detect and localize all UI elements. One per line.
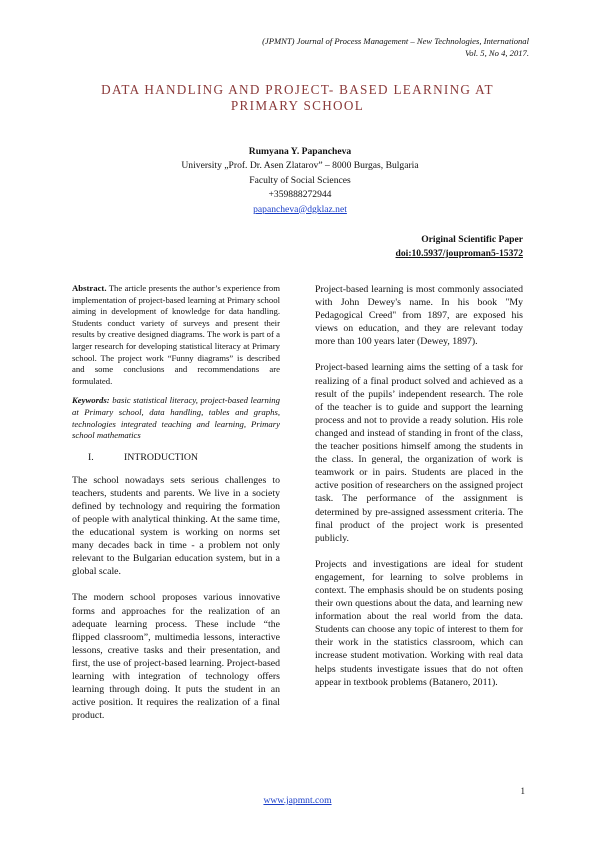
paper-doi[interactable]: doi:10.5937/jouproman5-15372 [395,248,523,260]
paper-type: Original Scientific Paper [421,234,523,245]
keywords-text: basic statistical literacy, project-based learning at Primary school, data handling, tables and graphs, technologies integrated teaching and learning, Primary school mathematics [72,395,280,441]
body-paragraph: The school nowadays sets serious challenges to teachers, students and parents. We live in a society defined by technology and requiring the formation of people with analytical thinking. At the same time, the educational system is working on norms set many decades back in time - a problem not only relevant to the Bulgarian education system, but in a global scale. [72,474,280,578]
keywords [72,395,280,441]
journal-header-line2: Vol. 5, No 4, 2017. [465,47,529,58]
author-email-link[interactable]: papancheva@dgklaz.net [253,203,347,215]
abstract-label: Abstract. [72,283,107,293]
body-paragraph: Project-based learning aims the setting of a task for realizing of a final product solved and achieved as a result of the pupils’ independent research. The role of the teacher is to guide and support the learning process and not to provide a ready solution. His role changed and instead of standing in front of the class, the teacher positions himself among the students in the class. In general, the organization of work is teamwork or in pairs. Students are placed in the active position of researchers on the assigned project task. The performance of the assignment is determined by pre-assigned assessment criteria. The final product of the project work is presented publicly. [315,362,523,544]
author-phone: +359888272944 [268,189,332,201]
page-number: 1 [520,786,525,796]
author-faculty: Faculty of Social Sciences [249,174,351,186]
section-number: I. [88,451,94,463]
body-paragraph: Projects and investigations are ideal for student engagement, for learning to solve problems in context. The emphasis should be on students posing their own questions about the data, and learning new information about the real world from the data. Students can choose any topic of interest to them for their work in the statistics classroom, which can increase student motivation. Working with real data helps students investigate issues that do not often appear in textbook problems (Batanero, 2011). [315,558,523,688]
author-name: Rumyana Y. Papancheva [248,146,352,157]
abstract-text: The article presents the author’s experience from implementation of project-based learning at Primary school aiming in development of knowledge for data handling. Students conduct variety of surveys and present their results by creative designed diagrams. The work is part of a larger research for developing statistical literacy at Primary school. The project work “Funny diagrams” is described and some conclusions and recommendations are formulated. [72,283,280,386]
journal-header-line1: (JPMNT) Journal of Process Management – New Technologies, International [262,36,529,46]
abstract [72,283,280,387]
right-column [315,283,523,702]
section-title: INTRODUCTION [124,451,199,463]
footer-website-link [0,795,595,806]
paper-title-line1: DATA HANDLING AND PROJECT- BASED LEARNING AT [101,82,494,97]
paper-title [60,82,535,114]
section-heading-introduction [72,452,280,464]
body-paragraph: Project-based learning is most commonly associated with John Dewey's name. In his book "My Pedagogical Creed" from 1897, are exposed his views on education, and they are relevant today more than 100 years later (Dewey, 1897). [315,284,523,348]
paper-title-line2: PRIMARY SCHOOL [230,98,365,113]
author-affiliation: University „Prof. Dr. Asen Zlatarov” – 8000 Burgas, Bulgaria [181,160,419,172]
journal-header [129,36,529,59]
body-paragraph: The modern school proposes various innovative forms and approaches for the realization of an adequate learning process. These include “the flipped classroom”, multimedia lessons, interactive lessons, creative tasks and their presentation, and first, the use of project-based learning. Project-based learning with integration of technology offers learning through doing. It puts the student in an active position. It requires the realization of a final product. [72,592,280,722]
author-block [100,145,500,217]
left-column [72,283,280,735]
paper-info [223,233,523,261]
keywords-label: Keywords: [72,395,110,406]
footer-url[interactable]: www.japmnt.com [263,795,332,806]
